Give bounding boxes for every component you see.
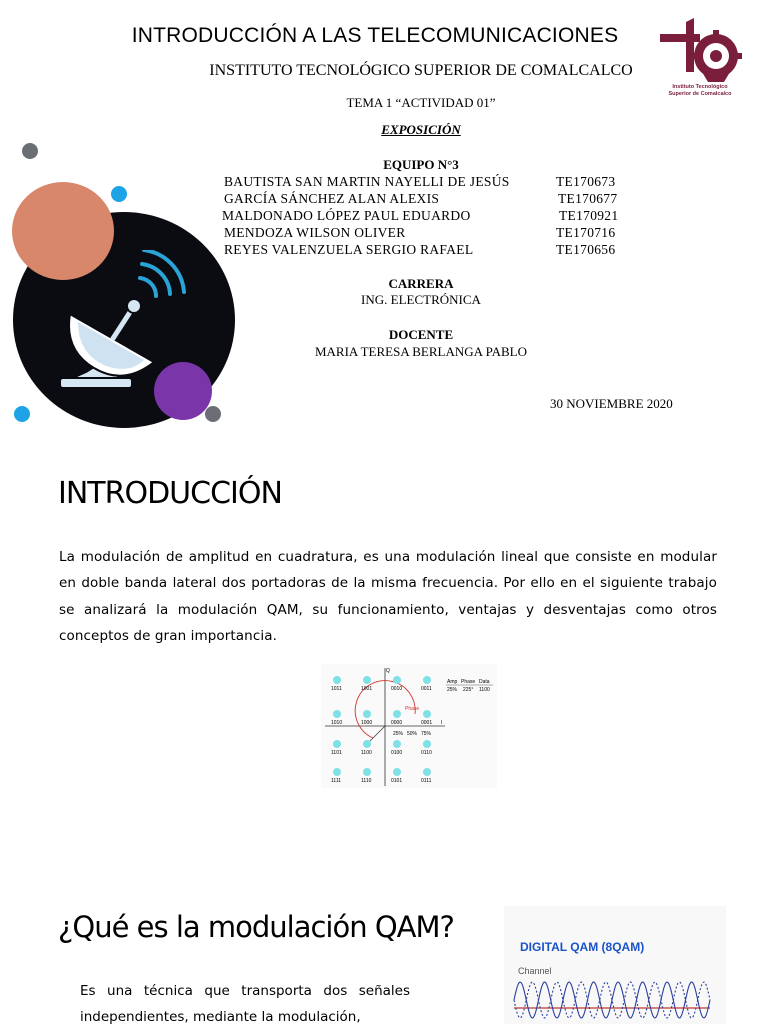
main-title-text: INTRODUCCIÓN A LAS TELECOMUNICACIONES — [131, 24, 619, 47]
constellation-point — [363, 768, 371, 776]
constellation-point — [363, 710, 371, 718]
member-name: GARCÍA SÁNCHEZ ALAN ALEXIS — [224, 191, 440, 206]
constellation-point-label: 1110 — [361, 778, 372, 784]
member-name: MALDONADO LÓPEZ PAUL EDUARDO — [222, 208, 471, 223]
qam-constellation-figure — [321, 664, 497, 788]
decor-dot — [14, 406, 30, 422]
constellation-point — [393, 740, 401, 748]
legend-value: 225° — [463, 687, 474, 693]
member-name: REYES VALENZUELA SERGIO RAFAEL — [224, 242, 474, 257]
que-es-heading: ¿Qué es la modulación QAM? — [58, 910, 454, 944]
constellation-point — [393, 710, 401, 718]
legend-value: 1100 — [479, 687, 490, 693]
docente-value: MARIA TERESA BERLANGA PABLO — [314, 344, 527, 359]
equipo-heading: EQUIPO N°3 — [383, 157, 459, 172]
member-id: TE170656 — [556, 242, 616, 257]
constellation-point — [423, 740, 431, 748]
legend-value: 25% — [447, 687, 458, 693]
amp-label: 50% — [407, 731, 418, 737]
constellation-point — [363, 740, 371, 748]
constellation-point — [393, 676, 401, 684]
decor-dot — [22, 143, 38, 159]
constellation-point-label: 0101 — [391, 778, 403, 784]
constellation-point — [423, 710, 431, 718]
constellation-point-label: 0110 — [421, 750, 432, 756]
exposicion-label: EXPOSICIÓN — [381, 122, 461, 137]
constellation-point-label: 1000 — [361, 720, 373, 726]
carrera-heading: CARRERA — [388, 276, 454, 291]
institute-name: INSTITUTO TECNOLÓGICO SUPERIOR DE COMALCALCO — [209, 62, 633, 79]
constellation-point-label: 1011 — [331, 686, 342, 692]
logo-text — [650, 84, 750, 97]
amp-label: 75% — [421, 731, 432, 737]
intro-heading: INTRODUCCIÓN — [58, 476, 282, 511]
member-id: TE170716 — [556, 225, 616, 240]
phase-label: Phase — [405, 706, 420, 712]
digital-qam-figure — [504, 906, 726, 1024]
constellation-point — [333, 768, 341, 776]
constellation-point — [423, 676, 431, 684]
constellation-point-label: 1101 — [331, 750, 342, 756]
constellation-point — [363, 676, 371, 684]
decor-dot — [205, 406, 221, 422]
member-id: TE170673 — [556, 174, 616, 189]
satellite-dish-icon — [44, 250, 194, 400]
docente-heading: DOCENTE — [388, 327, 454, 342]
constellation-point — [333, 710, 341, 718]
intro-paragraph: La modulación de amplitud en cuadratura, es una modulación lineal que consiste en modular en doble banda lateral dos portadoras de la misma frecuencia. Por ello en el siguiente trabajo se analizará la modulación QAM, su funcionamiento, ventajas y desventajas como otros conceptos de gran importancia. — [59, 549, 717, 644]
member-name: BAUTISTA SAN MARTIN NAYELLI DE JESÚS — [224, 174, 510, 189]
constellation-point — [423, 768, 431, 776]
constellation-point-label: 1100 — [361, 750, 372, 756]
constellation-point — [333, 740, 341, 748]
constellation-point-label: 0111 — [421, 778, 432, 784]
constellation-point — [393, 768, 401, 776]
amp-label: 25% — [393, 731, 404, 737]
constellation-point-label: 0100 — [391, 750, 403, 756]
legend-header: Data — [479, 679, 490, 685]
decor-dot — [111, 186, 127, 202]
legend-header: Phase — [461, 679, 476, 685]
constellation-point-label: 0010 — [391, 686, 403, 692]
main-title — [0, 24, 768, 48]
channel-label: Channel — [518, 966, 552, 976]
logo-text-line: Superior de Comalcalco — [668, 90, 732, 97]
constellation-point-label: 1001 — [361, 686, 373, 692]
member-id: TE170921 — [559, 208, 619, 223]
legend-header: Amp — [447, 679, 458, 685]
constellation-point-label: 0001 — [421, 720, 433, 726]
q-axis-label: Q — [386, 668, 390, 674]
constellation-point-label: 1111 — [331, 778, 342, 784]
member-name: MENDOZA WILSON OLIVER — [224, 225, 406, 240]
i-axis-label: I — [441, 720, 443, 726]
digital-qam-title: DIGITAL QAM (8QAM) — [520, 940, 645, 954]
tema-label: TEMA 1 “ACTIVIDAD 01” — [346, 95, 496, 110]
carrera-value: ING. ELECTRÓNICA — [361, 292, 481, 307]
member-id: TE170677 — [558, 191, 618, 206]
constellation-point-label: 0011 — [421, 686, 432, 692]
que-es-paragraph: Es una técnica que transporta dos señales independientes, mediante la modulación, — [80, 983, 410, 1026]
constellation-point-label: 0000 — [391, 720, 403, 726]
logo-text-line: Instituto Tecnológico — [672, 84, 728, 90]
wave-line — [514, 982, 710, 1018]
date-label: 30 NOVIEMBRE 2020 — [550, 396, 673, 411]
constellation-point — [333, 676, 341, 684]
constellation-point-label: 1010 — [331, 720, 343, 726]
